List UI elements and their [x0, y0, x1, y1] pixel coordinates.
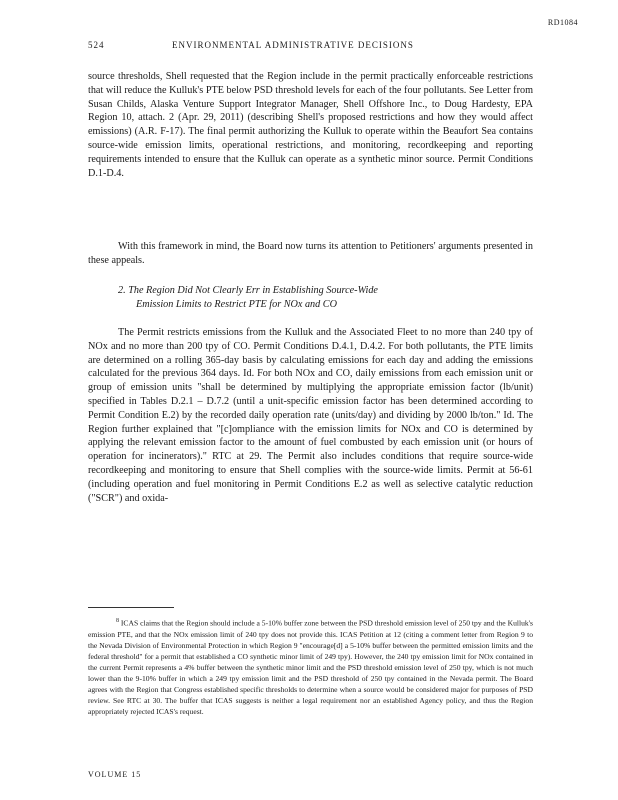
- footnote: [88, 616, 533, 717]
- section-heading-line-2: Emission Limits to Restrict PTE for NOx and CO: [136, 298, 337, 310]
- paragraph-2: With this framework in mind, the Board now turns its attention to Petitioners' arguments presented in these appeals.: [88, 241, 533, 266]
- paragraph-3: The Permit restricts emissions from the Kulluk and the Associated Fleet to no more than 240 tpy of NOx and no more than 200 tpy of CO. Permit Conditions D.4.1, D.4.2. For both pollutants, the PTE limits are determined on a rolling 365-day basis by calculating emissions for each day and adding the emissions calculated for the previous 364 days. Id. For both NOx and CO, daily emissions from each emission unit or group of emission units "shall be determined by multiplying the appropriate emission factor (lb/unit) specified in Tables D.2.1 – D.7.2 (until a unit-specific emission factor has been determined according to Permit Condition E.2) by the recorded daily operation rate (units/day) and dividing by 2000 lb/ton." Id. The Region further explained that "[c]ompliance with the emission limits for NOx and CO is determined by applying the relevant emission factor to the amount of fuel combusted by each emission unit (or hours of operation for incinerators)." RTC at 29. The Permit also includes conditions that require source-wide recordkeeping and monitoring to ensure that Shell complies with the source-wide limits. Permit at 56-61 (including operation and fuel monitoring in Permit Conditions E.2 as well as selective catalytic reduction ("SCR") and oxida-: [88, 327, 533, 504]
- section-heading: [88, 284, 533, 312]
- volume-footer: VOLUME 15: [88, 770, 142, 779]
- running-title: ENVIRONMENTAL ADMINISTRATIVE DECISIONS: [172, 40, 414, 50]
- section-heading-line-1: 2. The Region Did Not Clearly Err in Establishing Source-Wide: [118, 285, 378, 296]
- footnote-text: ICAS claims that the Region should include a 5-10% buffer zone between the PSD threshold emission level of 250 tpy and the Kulluk's emission PTE, and that the NOx emission limit of 240 tpy does not provide this. ICAS Petition at 12 (citing a comment letter from Region 9 to the Nevada Division of Environmental Protection in which Region 9 "encourage[d] a 5-10% buffer between the permitted emission limits and the federal threshold" for a permit that established a CO synthetic minor limit of 249 tpy). However, the 240 tpy emission limit for NOx contained in the current Permit represents a 4% buffer between the synthetic minor limit and the PSD threshold emission level of 250 tpy, which is not much lower than the 9-10% buffer in which a 249 tpy emission limit and the PSD threshold of 250 tpy contained in the Nevada permit. The Board agrees with the Region that Congress established specific thresholds to determine when a source would be considered major for purposes of PSD review. See RTC at 30. The buffer that ICAS suggests is neither a legal requirement nor an established Agency policy, and thus the Region appropriately rejected ICAS's request.: [88, 618, 533, 717]
- footnote-marker: 8: [116, 618, 119, 624]
- document-id: RD1084: [547, 18, 578, 27]
- footnote-divider: [88, 607, 174, 608]
- page-number: 524: [88, 40, 105, 50]
- paragraph-1: source thresholds, Shell requested that the Region include in the permit practically enforceable restrictions that will reduce the Kulluk's PTE below PSD threshold levels for each of the four pollutants. See Letter from Susan Childs, Alaska Venture Support Integrator Manager, Shell Offshore Inc., to Doug Hardesty, EPA Region 10, attach. 2 (Apr. 29, 2011) (describing Shell's proposed restrictions and how they would affect emissions) (A.R. F-17). The final permit authorizing the Kulluk to operate within the Beaufort Sea contains source-wide emission limits, operational restrictions, and monitoring, recordkeeping and reporting requirements intended to ensure that the Kulluk can operate as a synthetic minor source. Permit Conditions D.1-D.4.: [88, 71, 533, 179]
